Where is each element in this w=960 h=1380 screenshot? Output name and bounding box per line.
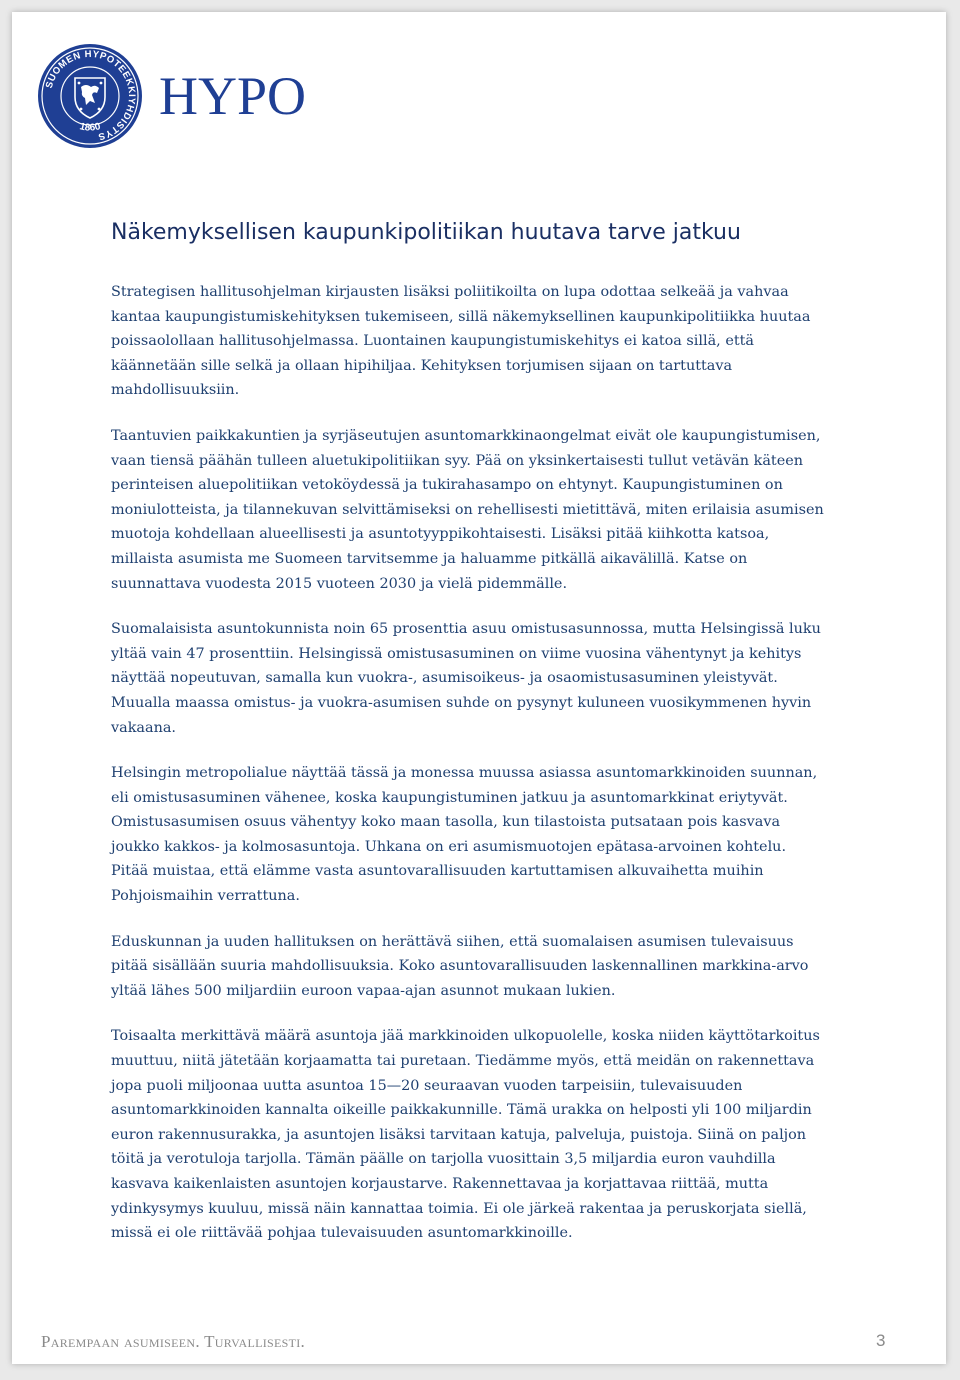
paragraph-line: käännetään sille selkä ja ollaan hipihiljaa. Kehityksen torjumisen sijaan on tartuttava	[111, 357, 733, 374]
document-page	[12, 12, 946, 1364]
paragraph-line: ydinkysymys kuuluu, missä näin kannattaa toimia. Ei ole järkeä rakentaa ja peruskorjata siellä,	[111, 1200, 807, 1217]
paragraph-line: poissaolollaan hallitusohjelmassa. Luontainen kaupungistumiskehitys ei katoa sillä, että	[111, 333, 754, 350]
paragraph-line: pitää sisällään suuria mahdollisuuksia. Koko asuntovarallisuuden laskennallinen markkina-arvo	[111, 958, 809, 975]
article-paragraph	[111, 1024, 901, 1245]
paragraph-line: vakaana.	[111, 719, 177, 736]
article-paragraph	[111, 280, 901, 403]
paragraph-line: joukko kakkos- ja kolmosasuntoja. Uhkana on eri asumismuotojen epätasa-arvoinen kohtelu.	[111, 838, 787, 855]
paragraph-line: suunnattava vuodesta 2015 vuoteen 2030 ja vielä pidemmälle.	[111, 575, 568, 592]
paragraph-line: Toisaalta merkittävä määrä asuntoja jää markkinoiden ulkopuolelle, koska niiden käyttötarkoitus	[111, 1028, 820, 1045]
paragraph-line: vaan tiensä päähän tulleen aluetukipolitiikan syy. Pää on yksinkertaisesti tullut vetävän käteen	[111, 452, 803, 469]
paragraph-line: jopa puoli miljoonaa uutta asuntoa 15—20 seuraavan vuoden tarpeisiin, tulevaisuuden	[111, 1077, 743, 1094]
paragraph-line: Strategisen hallitusohjelman kirjausten lisäksi poliitikoilta on lupa odottaa selkeää ja vahvaa	[111, 284, 789, 300]
article-paragraph	[111, 761, 901, 909]
svg-text:1860	[78, 121, 102, 134]
footer-slogan: Parempaan asumiseen. Turvallisesti.	[41, 1332, 306, 1351]
paragraph-line: Pitää muistaa, että elämme vasta asuntovarallisuuden kartuttamisen alkuvaihetta muihin	[111, 863, 764, 880]
paragraph-gap	[111, 1003, 901, 1024]
seal-text: SUOMEN HYPOTEEKKIYHDISTYS	[43, 48, 138, 143]
hypo-logo	[37, 43, 317, 149]
paragraph-line: muotoja kohdellaan alueellisesti ja asuntotyyppikohtaisesti. Lisäksi pitää kiihkotta katsoa,	[111, 526, 770, 543]
seal-year: 1860	[78, 121, 102, 134]
article-body	[111, 280, 901, 1246]
paragraph-line: millaista asumista me Suomeen tarvitsemme ja haluamme pitkällä aikavälillä. Katse on	[111, 550, 748, 567]
paragraph-line: Pohjoismaihin verrattuna.	[111, 888, 300, 905]
paragraph-line: kasvava kaikenlaisten asuntojen korjaustarve. Rakennettavaa ja korjattavaa riittää, mutta	[111, 1176, 769, 1192]
paragraph-line: euron rakennusurakka, ja asuntojen lisäksi tarvitaan katuja, palveluja, puistoja. Siinä on paljon	[111, 1126, 807, 1143]
paragraph-line: asuntomarkkinoiden kannalta oikeille paikkakunnille. Tämä urakka on helposti yli 100 miljardin	[111, 1102, 812, 1119]
paragraph-line: Muualla maassa omistus- ja vuokra-asumisen suhde on pysynyt kuluneen vuosikymmenen hyvin	[111, 694, 812, 711]
paragraph-gap	[111, 403, 901, 424]
article-paragraph	[111, 617, 901, 740]
paragraph-line: yltää vain 47 prosenttiin. Helsingissä omistusasuminen on viime vuosina vähentynyt ja kehitys	[111, 645, 802, 662]
paragraph-line: perinteisen aluepolitiikan vetoköydessä ja tukirahasampo on ehtynyt. Kaupungistuminen on	[111, 477, 783, 494]
paragraph-line: Omistusasumisen osuus vähentyy koko maan tasolla, kun tilastoista putsataan pois kasvava	[111, 814, 781, 831]
paragraph-line: Helsingin metropolialue näyttää tässä ja monessa muussa asiassa asuntomarkkinoiden suunnan,	[111, 765, 818, 782]
paragraph-line: Eduskunnan ja uuden hallituksen on herättävä siihen, että suomalaisen asumisen tulevaisuus	[111, 933, 794, 950]
page-number: 3	[876, 1331, 886, 1350]
paragraph-gap	[111, 740, 901, 761]
paragraph-line: moniulotteista, ja tilannekuvan selvittämiseksi on rehellisesti mietittävä, miten erilaisia asumisen	[111, 501, 824, 518]
paragraph-line: näyttää nopeutuvan, samalla kun vuokra-, asumisoikeus- ja osaomistusasuminen yleistyvät.	[111, 670, 778, 687]
paragraph-line: Taantuvien paikkakuntien ja syrjäseutujen asuntomarkkinaongelmat eivät ole kaupungistumisen,	[111, 427, 821, 444]
paragraph-line: mahdollisuuksiin.	[111, 382, 240, 399]
paragraph-gap	[111, 596, 901, 617]
paragraph-gap	[111, 909, 901, 930]
paragraph-line: eli omistusasuminen vähenee, koska kaupungistuminen jatkuu ja asuntomarkkinat eriytyvät.	[111, 789, 788, 806]
article-paragraph	[111, 930, 901, 1004]
paragraph-line: missä ei ole riittävää pohjaa tulevaisuuden asuntomarkkinoille.	[111, 1225, 573, 1242]
hypo-seal-icon	[37, 43, 143, 149]
article-title: Näkemyksellisen kaupunkipolitiikan huutava tarve jatkuu	[111, 220, 741, 245]
paragraph-line: Suomalaisista asuntokunnista noin 65 prosenttia asuu omistusasunnossa, mutta Helsingissä luku	[111, 621, 821, 638]
paragraph-line: kantaa kaupungistumiskehityksen tukemiseen, sillä näkemyksellinen kaupunkipolitiikka huutaa	[111, 308, 811, 325]
logo-wordmark: HYPO	[159, 66, 307, 126]
article-paragraph	[111, 424, 901, 596]
paragraph-line: yltää lähes 500 miljardiin euroon vapaa-ajan asunnot mukaan lukien.	[111, 982, 616, 999]
paragraph-line: muuttuu, niitä jätetään korjaamatta tai puretaan. Tiedämme myös, että meidän on rakennettava	[111, 1053, 815, 1070]
paragraph-line: töitä ja verotuloja tarjolla. Tämän päälle on tarjolla vuosittain 3,5 miljardia euron vauhdilla	[111, 1151, 776, 1168]
